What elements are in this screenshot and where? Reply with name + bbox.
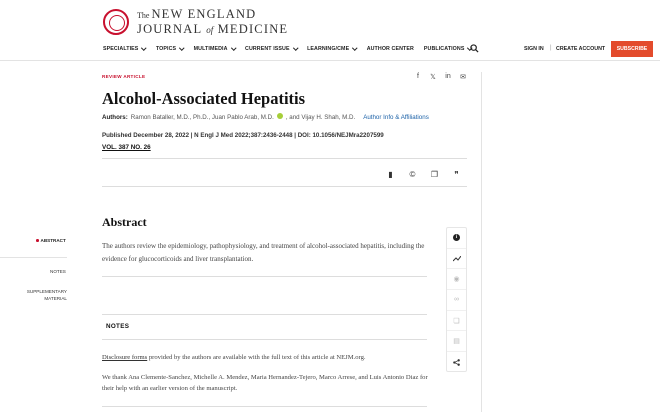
sidebar-item-supplementary[interactable]: SUPPLEMENTARY MATERIAL <box>26 289 67 301</box>
trending-icon <box>453 256 461 262</box>
email-icon[interactable]: ✉ <box>460 74 466 81</box>
abstract-heading: Abstract <box>102 215 147 229</box>
sidebar-item-notes[interactable]: NOTES <box>50 269 66 274</box>
nejm-logo[interactable] <box>103 8 288 35</box>
nav-specialties[interactable]: SPECIALTIES <box>103 46 146 52</box>
article-tools <box>386 170 461 179</box>
share-icon <box>453 359 460 366</box>
tool-rail <box>446 227 467 372</box>
subscribe-button[interactable]: SUBSCRIBE <box>611 41 653 57</box>
divider <box>102 314 427 315</box>
author-info-link[interactable]: Author Info & Affiliations <box>363 113 429 121</box>
share-bar <box>414 73 467 81</box>
header-divider <box>0 60 660 61</box>
create-account-link[interactable]: CREATE ACCOUNT <box>556 46 606 52</box>
share-button[interactable] <box>447 352 466 373</box>
divider <box>102 339 427 340</box>
chevron-down-icon <box>179 46 184 51</box>
eye-icon: ◉ <box>453 276 460 284</box>
divider <box>102 158 467 159</box>
layers-button[interactable] <box>447 311 466 332</box>
nav-publications[interactable]: PUBLICATIONS <box>424 46 472 52</box>
view-button[interactable] <box>447 269 466 290</box>
chevron-down-icon <box>231 46 236 51</box>
active-dot-icon <box>36 239 39 242</box>
nav-multimedia[interactable]: MULTIMEDIA <box>194 46 235 52</box>
nav-author-center[interactable]: AUTHOR CENTER <box>366 46 414 52</box>
cite-icon[interactable]: ❞ <box>454 170 459 179</box>
permissions-icon[interactable]: © <box>409 170 416 179</box>
authors-tail[interactable]: , and Vijay H. Shah, M.D. <box>285 113 356 121</box>
logo-line1: NEW ENGLAND <box>151 7 257 21</box>
divider <box>102 276 427 277</box>
orcid-icon[interactable] <box>277 113 283 119</box>
link-button[interactable] <box>447 290 466 311</box>
divider <box>102 186 467 187</box>
logo-line2a: JOURNAL <box>137 21 202 36</box>
nav-current-issue[interactable]: CURRENT ISSUE <box>245 46 297 52</box>
publication-info: Published December 28, 2022 | N Engl J Med 2022;387:2436-2448 | DOI: 10.1056/NEJMra2207599 <box>102 132 384 139</box>
logo-of: of <box>206 24 214 35</box>
metrics-button[interactable] <box>447 249 466 270</box>
figure-icon: ▤ <box>453 338 460 346</box>
x-icon[interactable]: 𝕏 <box>430 74 436 81</box>
nejm-seal-icon <box>103 9 129 35</box>
bookmark-icon[interactable]: ▮ <box>388 170 393 179</box>
sidebar-item-abstract[interactable]: ABSTRACT <box>36 238 66 243</box>
link-icon: ∞ <box>454 296 459 304</box>
notes-heading: NOTES <box>106 323 130 330</box>
divider <box>102 406 427 407</box>
nav-topics[interactable]: TOPICS <box>156 46 184 52</box>
volume-link[interactable]: VOL. 387 NO. 26 <box>102 144 151 151</box>
figures-button[interactable] <box>447 331 466 352</box>
acknowledgment-note: We thank Ana Clemente-Sanchez, Michelle A. Mendez, Maria Hernandez-Tejero, Marco Arrese, and Luis Antonio Diaz for their help with an earlier version of the manuscript. <box>102 374 428 392</box>
disclosure-forms-link[interactable]: Disclosure forms <box>102 354 148 361</box>
nav-learning-cme[interactable]: LEARNING/CME <box>307 46 357 52</box>
authors-label: Authors: <box>102 113 128 121</box>
info-button[interactable] <box>447 228 466 249</box>
authors-names[interactable]: Ramon Bataller, M.D., Ph.D., Juan Pablo Arab, M.D. <box>130 113 274 121</box>
main-nav <box>103 46 472 52</box>
search-icon[interactable] <box>470 44 479 53</box>
content-divider <box>481 72 482 412</box>
logo-the: The <box>137 11 150 20</box>
chevron-down-icon <box>352 46 357 51</box>
article-title: Alcohol-Associated Hepatitis <box>102 89 306 108</box>
facebook-icon[interactable]: f <box>417 73 419 80</box>
layers-icon: ❏ <box>453 317 460 325</box>
chevron-down-icon <box>293 46 298 51</box>
info-icon: i <box>453 234 460 241</box>
copy-icon[interactable]: ❐ <box>430 170 439 179</box>
abstract-body: The authors review the epidemiology, pathophysiology, and treatment of alcohol-associated hepatitis, including the evidence for glucocorticoids and liver transplantation. <box>102 242 425 263</box>
chevron-down-icon <box>142 46 147 51</box>
disclosure-note: Disclosure forms provided by the authors are available with the full text of this article at NEJM.org. <box>102 354 366 361</box>
logo-line2c: MEDICINE <box>217 21 289 36</box>
linkedin-icon[interactable]: in <box>445 73 451 80</box>
header-separator: | <box>550 45 552 51</box>
sign-in-link[interactable]: SIGN IN <box>524 46 544 52</box>
sidebar-divider <box>0 257 67 258</box>
authors-line <box>102 113 429 121</box>
article-type-kicker: REVIEW ARTICLE <box>102 74 146 79</box>
